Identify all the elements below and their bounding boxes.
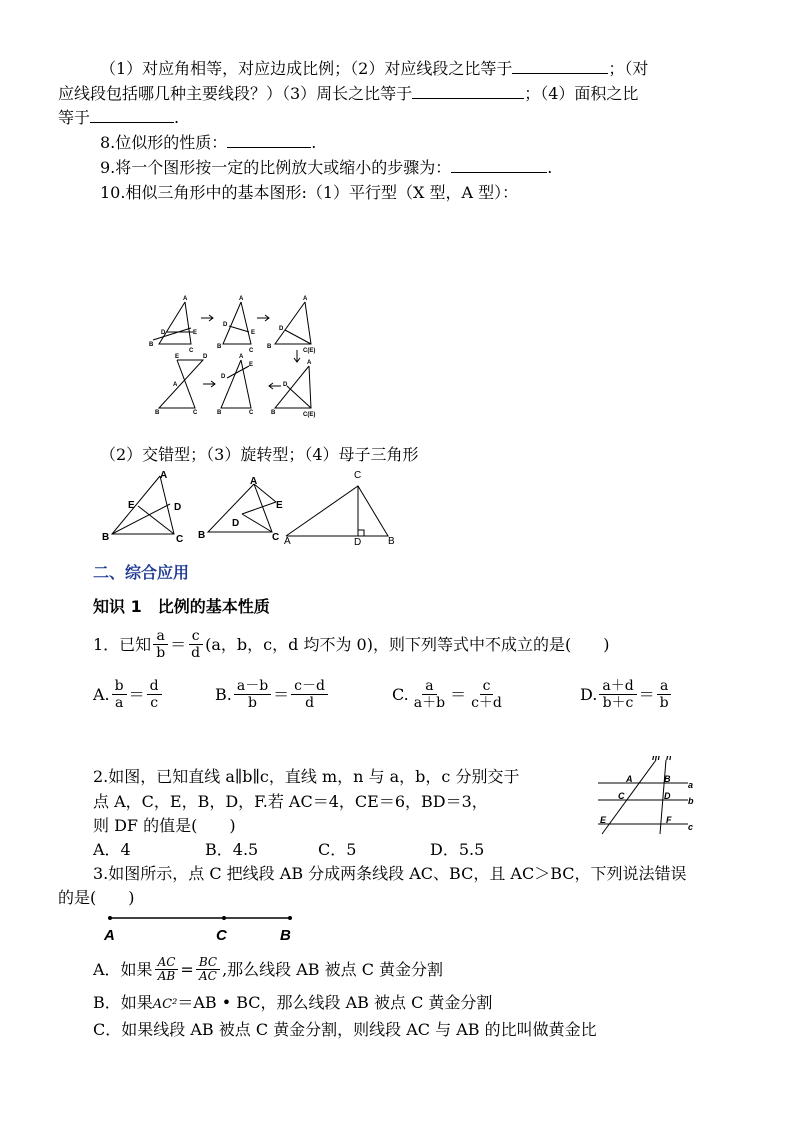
q1-option-d[interactable]: D. $\frac{a+d}{b+c}$ ＝ $\frac{a}{b}$: [580, 678, 674, 711]
q1-option-c[interactable]: C. $\frac{a}{a+b}$ ＝ $\frac{c}{c+d}$: [392, 678, 507, 711]
fraction: $\frac{c}{d}$: [188, 628, 203, 661]
blank-3: [90, 106, 174, 123]
svg-text:F: F: [666, 815, 672, 825]
svg-text:A: A: [160, 470, 168, 481]
svg-text:A: A: [173, 382, 178, 388]
svg-text:D: D: [232, 518, 240, 529]
svg-text:B: B: [664, 774, 671, 784]
q2-option-a[interactable]: A．4: [93, 840, 131, 859]
svg-text:m: m: [652, 756, 661, 762]
svg-text:E: E: [128, 500, 135, 511]
q1-option-a[interactable]: A. $\frac{b}{a}$ ＝ $\frac{d}{c}$: [93, 678, 164, 711]
svg-text:a: a: [688, 780, 694, 790]
svg-text:D: D: [283, 382, 288, 388]
fraction: $\frac{a-b}{b}$: [234, 678, 271, 711]
q3-line-2: 的是( ): [58, 888, 135, 907]
fraction: $\frac{a}{b}$: [153, 628, 168, 661]
svg-text:E: E: [249, 362, 254, 368]
svg-text:A: A: [250, 476, 258, 487]
text-line-4: 8.位似形的性质： .: [100, 133, 317, 152]
q2-figure-parallel-lines: [590, 756, 700, 836]
q2-option-b[interactable]: B．4.5: [205, 840, 259, 859]
svg-text:E: E: [600, 815, 607, 825]
q2-option-c[interactable]: C．5: [318, 840, 357, 859]
figure-parallel-type: [145, 290, 325, 420]
svg-text:D: D: [354, 537, 362, 546]
fraction: $\frac{c}{c+d}$: [471, 678, 502, 711]
knowledge-title: 知识 1 比例的基本性质: [93, 597, 270, 616]
svg-text:E: E: [193, 330, 198, 336]
text-line-1: （1）对应角相等，对应边成比例；（2）对应线段之比等于 ；（对: [100, 59, 649, 78]
q1-option-b[interactable]: B. $\frac{a-b}{b}$ ＝ $\frac{c-d}{d}$: [215, 678, 330, 711]
svg-text:A: A: [303, 296, 308, 302]
svg-text:C: C: [189, 348, 194, 354]
svg-text:n: n: [666, 756, 672, 762]
text-line-7: （2）交错型；（3）旋转型；（4）母子三角形: [100, 445, 419, 464]
svg-text:E: E: [251, 330, 256, 336]
svg-text:c: c: [688, 822, 694, 832]
fraction: $\frac{c-d}{d}$: [291, 678, 328, 711]
text-line-5: 9.将一个图形按一定的比例放大或缩小的步骤为： .: [100, 158, 553, 177]
q2-line-2: 点 A，C，E，B，D，F.若 AC＝4，CE＝6，BD＝3，: [93, 792, 488, 811]
svg-text:D: D: [664, 791, 671, 801]
svg-text:C: C: [193, 410, 198, 416]
fraction: $\frac{a}{b}$: [657, 678, 672, 711]
svg-text:A: A: [104, 927, 115, 944]
svg-text:E: E: [175, 354, 180, 360]
text-line-2: 应线段包括哪几种主要线段？）（3）周长之比等于 ；（4）面积之比: [58, 84, 639, 103]
q2-line-3: 则 DF 的值是( ): [93, 816, 236, 835]
q3-segment-figure: [100, 910, 300, 944]
svg-text:B: B: [271, 410, 276, 416]
svg-text:C: C: [618, 791, 625, 801]
svg-text:D: D: [203, 354, 208, 360]
svg-text:C: C: [272, 532, 280, 543]
svg-text:C: C: [354, 470, 362, 481]
svg-text:C: C: [249, 348, 254, 354]
svg-text:B: B: [198, 530, 206, 541]
q3-option-c[interactable]: C．如果线段 AB 被点 C 黄金分割，则线段 AC 与 AB 的比叫做黄金比: [93, 1020, 597, 1039]
fraction: $\frac{AC}{AB}$: [155, 956, 179, 983]
q3-option-a[interactable]: A．如果 $\frac{AC}{AB}$ = $\frac{BC}{AC}$ ,那么线段 AB 被点 C 黄金分割: [93, 955, 444, 983]
svg-text:A: A: [239, 296, 244, 302]
svg-text:C: C: [216, 927, 227, 944]
svg-text:A: A: [183, 296, 188, 302]
question-1: 1．已知 $\frac{a}{b}$ ＝ $\frac{c}{d}$ (a，b，c，d 均不为 0)，则下列等式中不成立的是( ): [93, 628, 610, 661]
svg-text:A: A: [239, 354, 244, 360]
figure-other-types: [100, 466, 410, 546]
blank-1: [512, 57, 608, 74]
svg-text:D: D: [279, 326, 284, 332]
blank-4: [227, 131, 311, 148]
q2-line-1: 2.如图，已知直线 a∥b∥c，直线 m，n 与 a，b，c 分别交于: [93, 767, 520, 786]
svg-text:D: D: [221, 374, 226, 380]
fraction: $\frac{b}{a}$: [112, 678, 127, 711]
svg-text:B: B: [280, 927, 291, 944]
svg-text:B: B: [267, 344, 272, 350]
svg-text:B: B: [388, 536, 395, 546]
svg-text:C(E): C(E): [303, 348, 316, 354]
svg-text:D: D: [161, 330, 166, 336]
svg-text:B: B: [217, 410, 222, 416]
text-line-3: 等于 .: [58, 108, 180, 127]
q3-option-b[interactable]: B．如果AC²＝AB • BC，那么线段 AB 被点 C 黄金分割: [93, 993, 493, 1012]
svg-text:C: C: [249, 410, 254, 416]
svg-text:D: D: [223, 322, 228, 328]
svg-text:B: B: [217, 344, 222, 350]
svg-text:E: E: [276, 500, 283, 511]
svg-text:b: b: [688, 796, 694, 806]
svg-text:B: B: [102, 532, 110, 543]
blank-2: [412, 82, 524, 99]
svg-text:B: B: [155, 410, 160, 416]
q3-line-1: 3.如图所示，点 C 把线段 AB 分成两条线段 AC、BC，且 AC＞BC，下列说法错误: [93, 864, 687, 883]
text-line-6: 10.相似三角形中的基本图形:（1）平行型（X 型，A 型）：: [100, 183, 519, 202]
svg-text:A: A: [626, 774, 633, 784]
blank-5: [451, 156, 547, 173]
svg-text:B: B: [149, 342, 154, 348]
fraction: $\frac{BC}{AC}$: [196, 956, 220, 983]
svg-text:A: A: [307, 360, 312, 366]
svg-text:C: C: [176, 534, 184, 545]
svg-text:A: A: [284, 536, 291, 546]
fraction: $\frac{a+d}{b+c}$: [599, 678, 636, 711]
svg-text:D: D: [174, 502, 182, 513]
section-title: 二、综合应用: [93, 563, 190, 582]
fraction: $\frac{d}{c}$: [147, 678, 162, 711]
svg-text:C(E): C(E): [303, 412, 316, 418]
fraction: $\frac{a}{a+b}$: [413, 678, 446, 711]
q2-option-d[interactable]: D．5.5: [430, 840, 485, 859]
